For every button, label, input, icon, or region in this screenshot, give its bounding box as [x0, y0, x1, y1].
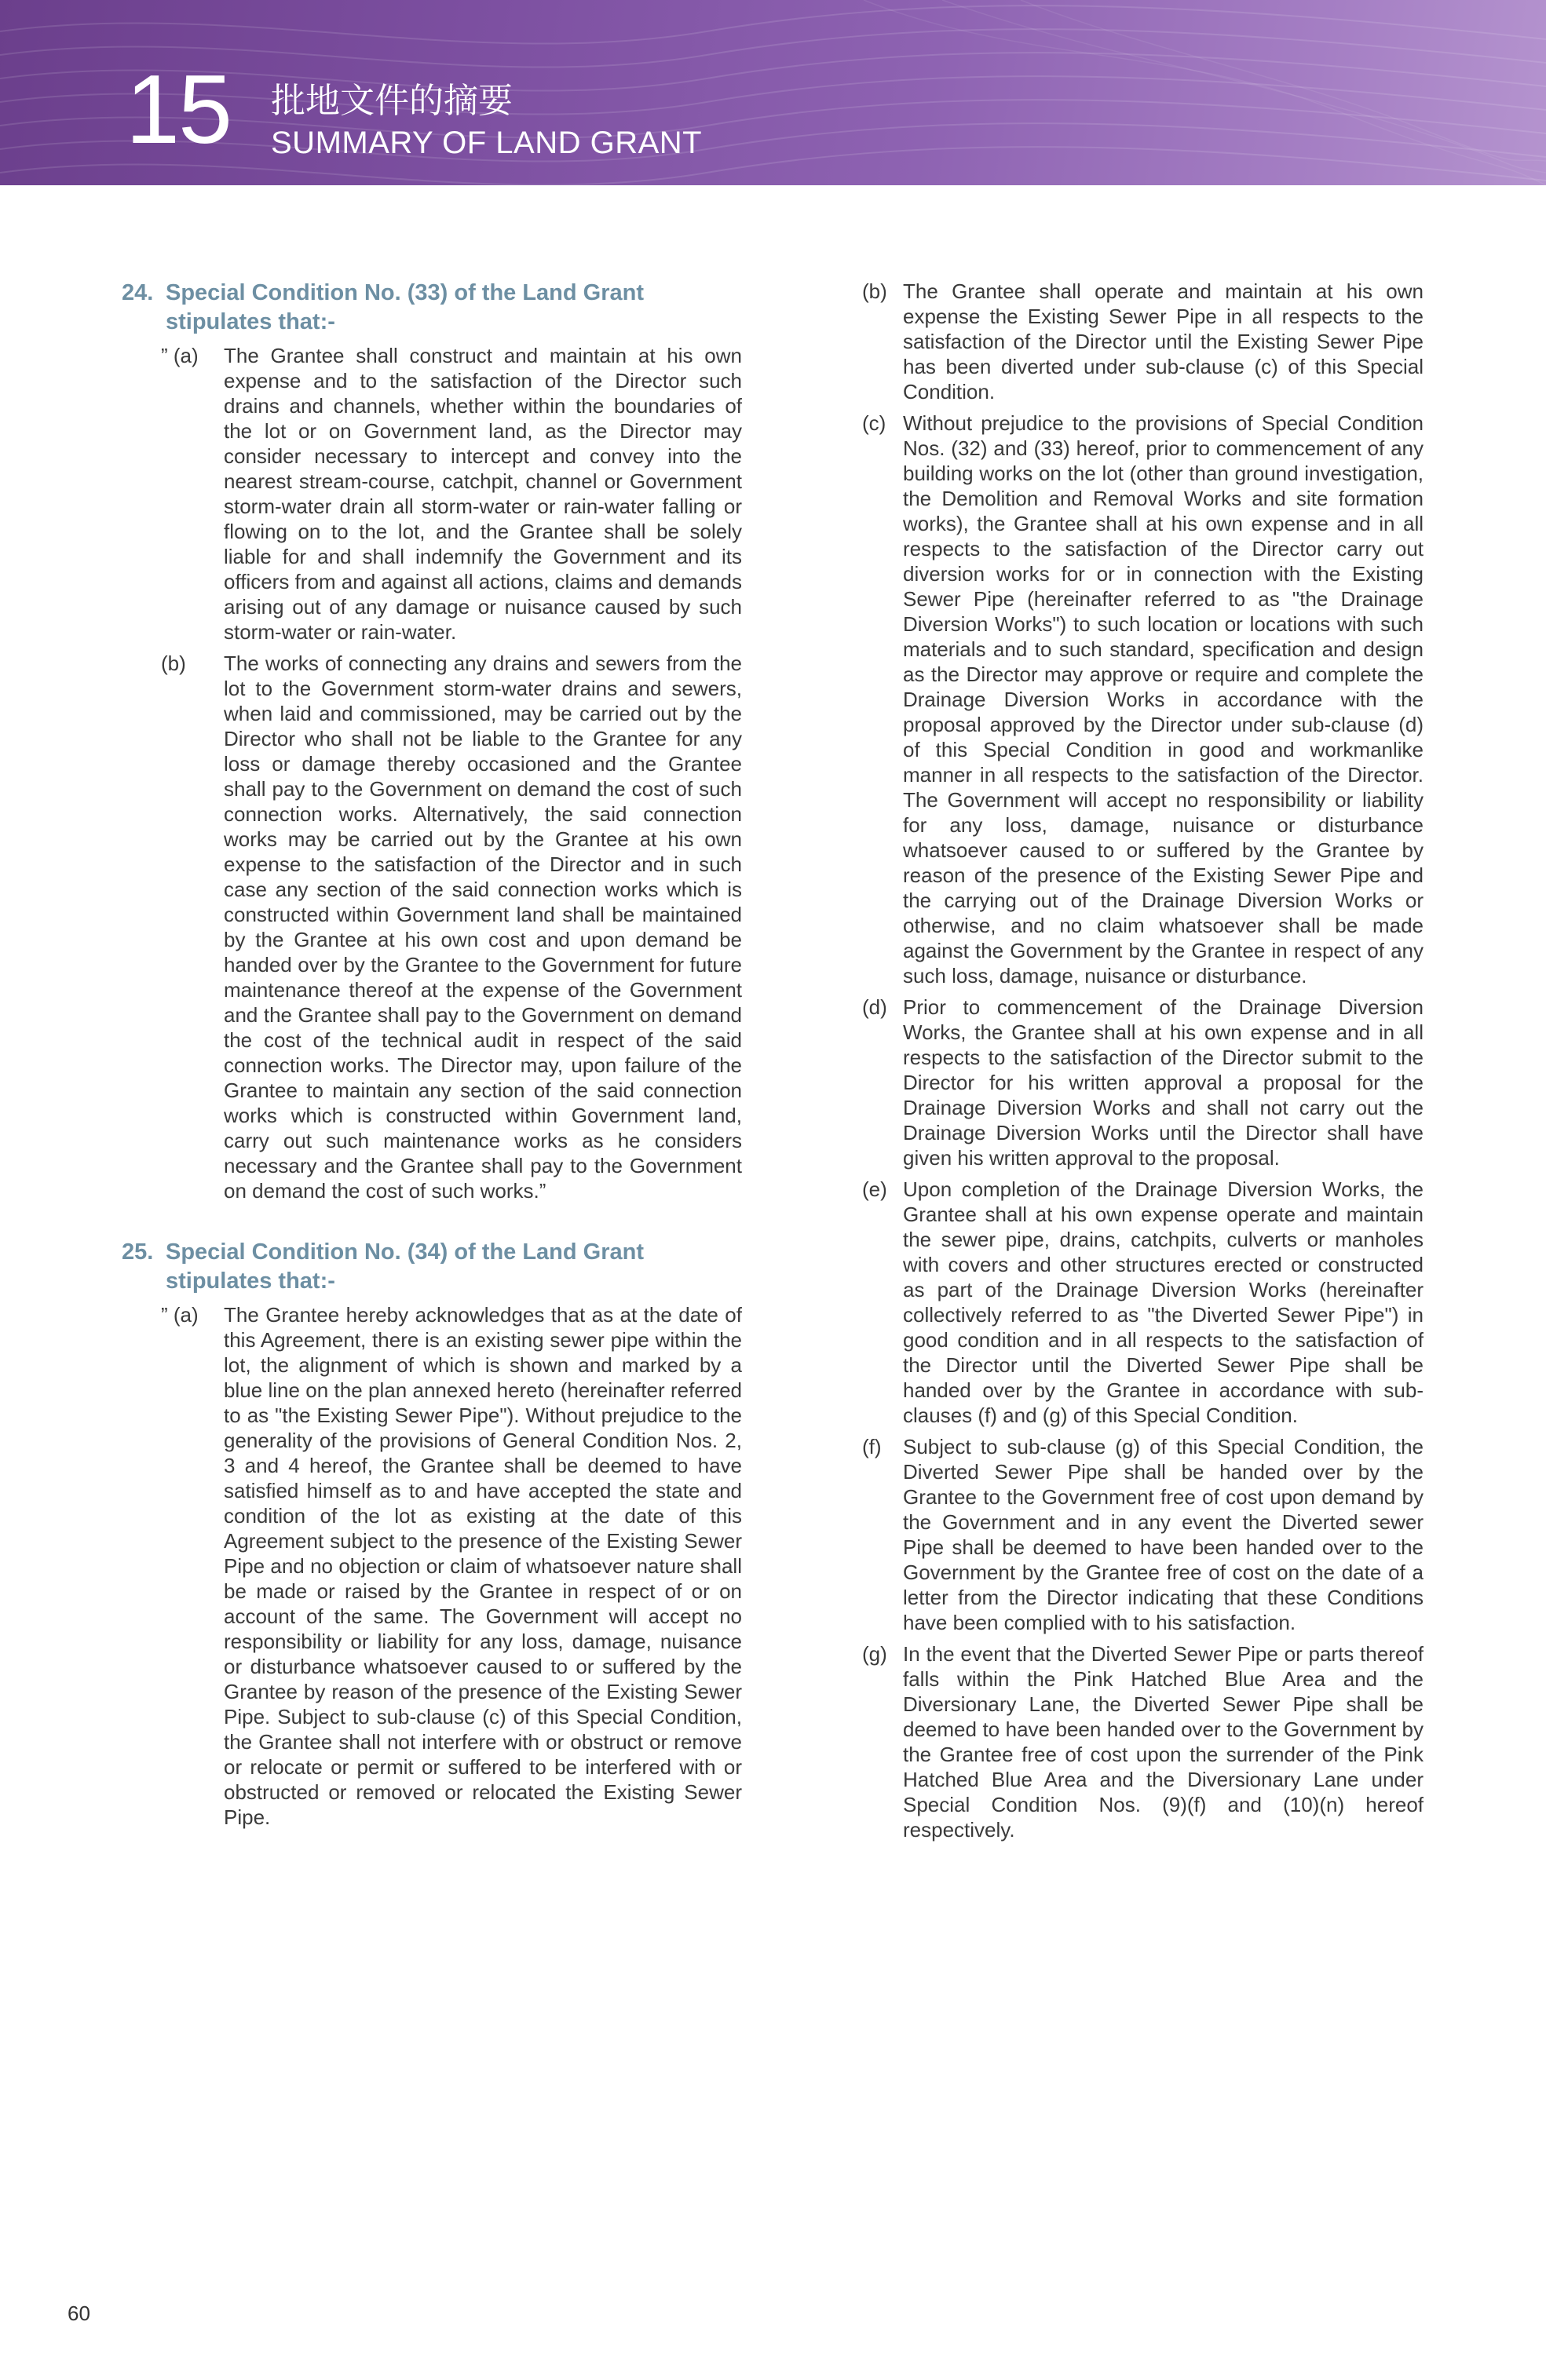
- clause-label: (b): [161, 652, 186, 675]
- clause-text: Subject to sub-clause (g) of this Special Condition, the Diverted Sewer Pipe shall be handed over by the Grantee to the Government free of cost upon demand by the Government and in any event the Diverted sewer Pipe shall be deemed to have been handed over to the Government by the Grantee free of cost on the date of a letter from the Director indicating that these Conditions have been complied with to his satisfaction.: [903, 1435, 1424, 1634]
- clause-label: ” (a): [161, 344, 199, 367]
- clause-c: [862, 411, 1424, 988]
- clause-label: (c): [862, 411, 886, 435]
- section-heading: [122, 1238, 742, 1296]
- clause-text: Upon completion of the Drainage Diversion Works, the Grantee shall at his own expense operate and maintain the sewer pipe, drains, catchpits, culverts or manholes with covers and other structures erected or constructed as part of the Drainage Diversion Works (hereinafter collectively referred to as "the Diverted Sewer Pipe") in good condition and in all respects to the satisfaction of the Director until the Diverted Sewer Pipe shall be handed over by the Grantee in accordance with sub-clauses (f) and (g) of this Special Condition.: [903, 1177, 1424, 1427]
- clause-f: [862, 1434, 1424, 1635]
- clause-label: ” (a): [161, 1303, 199, 1327]
- clause-text: The works of connecting any drains and sewers from the lot to the Government storm-water drains and sewers, when laid and commissioned, may be carried out by the Director who shall not be liable to the Grantee for any loss or damage thereby occasioned and the Grantee shall pay to the Government on demand the cost of such connection works. Alternatively, the said connection works may be carried out by the Grantee at his own expense to the satisfaction of the Director and in such case any section of the said connection works which is constructed within Government land shall be maintained by the Grantee at his own cost and upon demand be handed over by the Grantee to the Government for future maintenance thereof at the expense of the Government and the Grantee shall pay to the Government on demand the cost of the technical audit in respect of the said connection works. The Director may, upon failure of the Grantee to maintain any section of the said connection works which is constructed within Government land, carry out such maintenance works as he considers necessary and the Grantee shall pay to the Government on demand the cost of such works.”: [224, 652, 742, 1203]
- chapter-title-chinese: 批地文件的摘要: [271, 81, 513, 121]
- right-column: [862, 279, 1424, 1849]
- section-number: 25.: [122, 1239, 154, 1265]
- clause-text: The Grantee hereby acknowledges that as at the date of this Agreement, there is an existing sewer pipe within the lot, the alignment of which is shown and marked by a blue line on the plan annexed hereto (hereinafter referred to as "the Existing Sewer Pipe"). Without prejudice to the generality of the provisions of General Condition Nos. 2, 3 and 4 hereof, the Grantee shall be deemed to have satisfied himself as to and have accepted the state and condition of the lot as existing at the date of this Agreement subject to the presence of the Existing Sewer Pipe and no objection or claim of whatsoever nature shall be made or raised by the Grantee in respect of or on account of the same. The Government will accept no responsibility or liability for any loss, damage, nuisance or disturbance whatsoever caused to or suffered by the Grantee by reason of the presence of the Existing Sewer Pipe. Subject to sub-clause (c) of this Special Condition, the Grantee shall not interfere with or obstruct or remove or relocate or permit or suffered to be interfered with or obstructed or removed or relocated the Existing Sewer Pipe.: [224, 1303, 742, 1829]
- page-number: 60: [68, 2302, 90, 2325]
- clause-text: The Grantee shall construct and maintain at his own expense and to the satisfaction of the Director such drains and channels, whether within the boundaries of the lot or on Government land, as the Director may consider necessary to intercept and convey into the nearest stream-course, catchpit, channel or Government storm-water drain all storm-water or rain-water falling or flowing on to the lot, and the Grantee shall be solely liable for and shall indemnify the Government and its officers from and against all actions, claims and demands arising out of any damage or nuisance caused by such storm-water or rain-water.: [224, 344, 742, 644]
- section-25: [122, 1238, 742, 1830]
- clause-g: [862, 1641, 1424, 1842]
- clause-label: (e): [862, 1177, 887, 1201]
- clause-e: [862, 1177, 1424, 1428]
- clause-text: The Grantee shall operate and maintain at his own expense the Existing Sewer Pipe in all respects to the satisfaction of the Director until the Existing Sewer Pipe has been diverted under sub-clause (c) of this Special Condition.: [903, 279, 1424, 403]
- section-24: [122, 279, 742, 1203]
- clause-text: Prior to commencement of the Drainage Diversion Works, the Grantee shall at his own expense and in all respects to the satisfaction of the Director submit to the Director for his written approval a proposal for the Drainage Diversion Works and shall not carry out the Drainage Diversion Works until the Director shall have given his written approval to the proposal.: [903, 995, 1424, 1170]
- clause-label: (d): [862, 995, 887, 1019]
- section-title: Special Condition No. (33) of the Land Grant stipulates that:-: [166, 280, 645, 334]
- clause-d: [862, 995, 1424, 1170]
- wave-pattern-decoration: [0, 0, 1546, 185]
- section-title: Special Condition No. (34) of the Land Grant stipulates that:-: [166, 1239, 645, 1294]
- header-banner: [0, 0, 1546, 185]
- clause-a: [161, 343, 742, 644]
- chapter-title-english: SUMMARY OF LAND GRANT: [271, 126, 703, 160]
- clause-a: [161, 1302, 742, 1830]
- clause-label: (f): [862, 1435, 882, 1458]
- clause-label: (g): [862, 1642, 887, 1666]
- section-number: 24.: [122, 280, 154, 305]
- section-heading: [122, 279, 742, 337]
- clause-label: (b): [862, 279, 887, 303]
- clause-b: [161, 651, 742, 1203]
- clause-text: In the event that the Diverted Sewer Pipe or parts thereof falls within the Pink Hatched Blue Area and the Diversionary Lane, the Diverted Sewer Pipe shall be deemed to have been handed over to the Government by the Grantee free of cost upon the surrender of the Pink Hatched Blue Area and the Diversionary Lane under Special Condition Nos. (9)(f) and (10)(n) hereof respectively.: [903, 1642, 1424, 1842]
- clause-text: Without prejudice to the provisions of Special Condition Nos. (32) and (33) hereof, prior to commencement of any building works on the lot (other than ground investigation, the Demolition and Removal Works and site formation works), the Grantee shall at his own expense and in all respects to the satisfaction of the Director carry out diversion works for or in connection with the Existing Sewer Pipe (hereinafter referred to as "the Drainage Diversion Works") to such location or locations with such materials and to such standard, specification and design as the Director may approve or require and complete the Drainage Diversion Works in accordance with the proposal approved by the Director under sub-clause (d) of this Special Condition in good and workmanlike manner in all respects to the satisfaction of the Director. The Government will accept no responsibility or liability for any loss, damage, nuisance or disturbance whatsoever caused to or suffered by the Grantee by reason of the presence of the Existing Sewer Pipe and the carrying out of the Drainage Diversion Works or otherwise, and no claim whatsoever shall be made against the Government by the Grantee in respect of any such loss, damage, nuisance or disturbance.: [903, 411, 1424, 987]
- left-column: [122, 279, 742, 1836]
- clause-b: [862, 279, 1424, 404]
- chapter-number: 15: [126, 56, 231, 164]
